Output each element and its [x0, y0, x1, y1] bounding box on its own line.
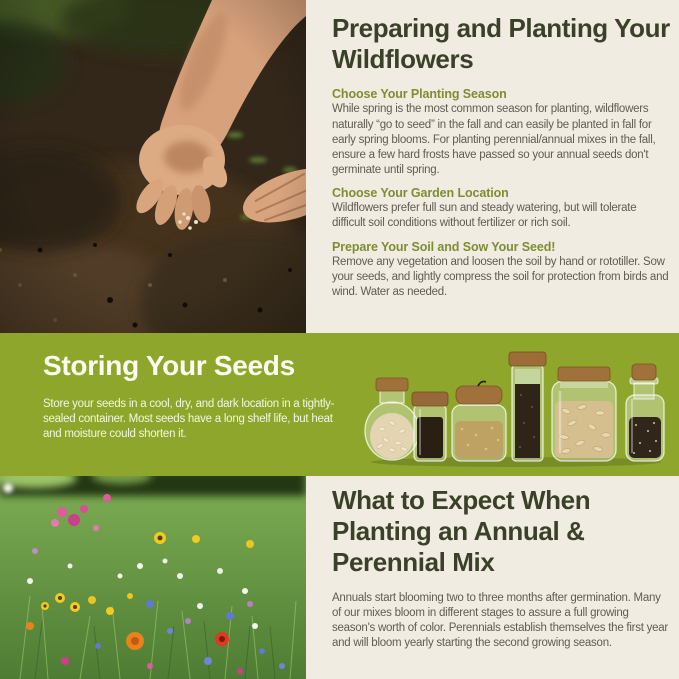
- expectations-content: [306, 476, 679, 679]
- subsection-planting-season: [332, 87, 671, 178]
- subsection-heading: Prepare Your Soil and Sow Your Seed!: [332, 239, 556, 254]
- banner-body: Store your seeds in a cool, dry, and dark location in a tightly-sealed container. Most seeds have a long shelf life, but heat and moisture could shorten it.: [43, 398, 335, 441]
- storing-seeds-banner: [0, 333, 679, 476]
- seed-jars-graphic: [364, 345, 666, 467]
- tall-seed-jar: [509, 352, 546, 461]
- section-body: Annuals start blooming two to three months after germination. Many of our mixes bloom in different stages to assure a full growing season's worth of color. Perennials establish themselves the first year and will bloom yearly starting the second growing season.: [332, 591, 669, 650]
- wildflower-meadow-photo: [0, 476, 306, 679]
- subsection-heading: Choose Your Planting Season: [332, 87, 507, 102]
- subsection-garden-location: [332, 186, 671, 231]
- page-title: Preparing and Planting Your Wildflowers: [332, 13, 670, 75]
- expectations-section: [0, 476, 679, 679]
- section-title: What to Expect When Planting an Annual & Perennial Mix: [332, 485, 591, 578]
- seed-jars-illustration: [364, 345, 666, 467]
- dark-seed-jar: [412, 392, 448, 461]
- pumpkin-seed-jar: [552, 367, 616, 461]
- banner-title: Storing Your Seeds: [43, 350, 295, 381]
- hand-sowing-seeds-photo: [0, 0, 306, 333]
- planting-guide-content: [306, 0, 679, 333]
- sandy-seed-jar: [452, 382, 506, 462]
- meadow-illustration: [0, 476, 306, 679]
- planting-guide-section: [0, 0, 679, 333]
- soil-hand-illustration: [0, 0, 306, 333]
- corked-bottle-jar: [626, 364, 664, 461]
- bean-jar: [365, 378, 419, 460]
- subsection-body: Remove any vegetation and loosen the soil by hand or rototiller. Sow your seeds, and lightly compress the soil for protection from birds and wind. Water as needed.: [332, 255, 669, 298]
- subsection-body: While spring is the most common season for planting, wildflowers naturally “go to seed” in the fall and can easily be planted in fall for early spring blooms. For planting perennial/annual mixes in the fall, ensure a few hard frosts have passed so your annual seeds don't germinate until spring.: [332, 103, 656, 177]
- subsection-prepare-soil: [332, 240, 671, 301]
- subsection-body: Wildflowers prefer full sun and steady watering, but will tolerate difficult soil conditions without fertilizer or rich soil.: [332, 202, 637, 230]
- subsection-heading: Choose Your Garden Location: [332, 186, 509, 201]
